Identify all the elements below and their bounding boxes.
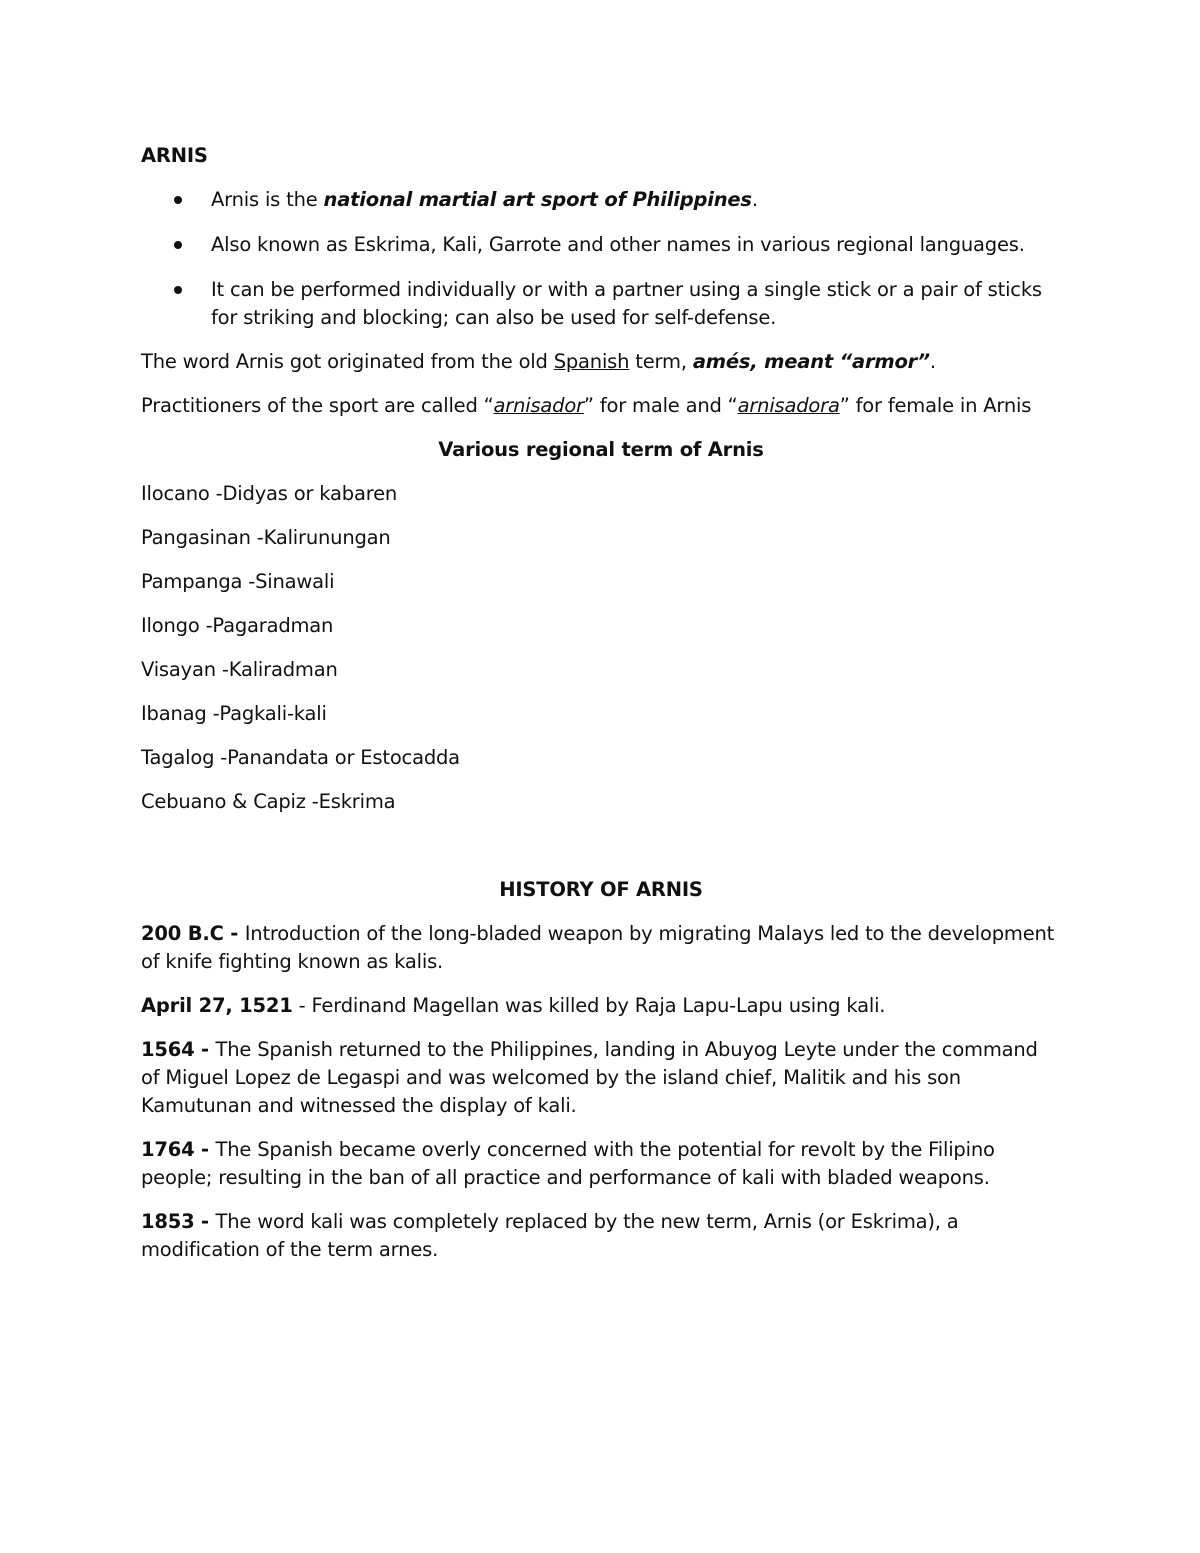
regional-heading: Various regional term of Arnis: [438, 438, 764, 461]
origin-paragraph: [141, 348, 1061, 376]
document-page: [141, 142, 1061, 1280]
origin-text-end: .: [929, 350, 936, 373]
history-text: - Ferdinand Magellan was killed by Raja Lapu-Lapu using kali.: [292, 994, 886, 1017]
origin-text-mid: term,: [629, 350, 693, 373]
practitioners-text-end: ” for female in Arnis: [839, 394, 1032, 417]
male-term: arnisador: [493, 394, 584, 417]
history-text: The word kali was completely replaced by the new term, Arnis (or Eskrima), a modification of the term arnes.: [141, 1210, 959, 1261]
history-year: 1564 -: [141, 1038, 216, 1061]
bullet-text: Arnis is the: [211, 188, 324, 211]
origin-emphasis: amés, meant “armor”: [692, 350, 930, 373]
practitioners-paragraph: [141, 392, 1061, 420]
bullet-text: Also known as Eskrima, Kali, Garrote and other names in various regional languages.: [211, 233, 1025, 256]
regional-term: Tagalog -Panandata or Estocadda: [141, 746, 460, 769]
history-entry: [141, 992, 1061, 1020]
page-title: ARNIS: [141, 144, 208, 167]
history-entry: [141, 1036, 1061, 1120]
practitioners-text: Practitioners of the sport are called “: [141, 394, 494, 417]
history-entry: [141, 1208, 1061, 1264]
practitioners-text-mid: ” for male and “: [583, 394, 738, 417]
female-term: arnisadora: [737, 394, 840, 417]
history-list: [141, 920, 1061, 1264]
history-heading: HISTORY OF ARNIS: [499, 878, 703, 901]
history-entry: [141, 920, 1061, 976]
history-text: Introduction of the long-bladed weapon by migrating Malays led to the development of knife fighting known as kalis.: [141, 922, 1055, 973]
regional-term: Pampanga -Sinawali: [141, 570, 335, 593]
regional-term: Ibanag -Pagkali-kali: [141, 702, 327, 725]
bullet-icon: [174, 286, 182, 294]
history-entry: [141, 1136, 1061, 1192]
regional-term: Pangasinan -Kalirunungan: [141, 526, 391, 549]
bullet-item: [141, 231, 1061, 259]
history-year: April 27, 1521: [141, 994, 293, 1017]
bullet-icon: [174, 196, 182, 204]
regional-term: Ilocano -Didyas or kabaren: [141, 482, 398, 505]
bullet-text-end: .: [751, 188, 758, 211]
bullet-item: [141, 276, 1061, 332]
regional-term: Ilongo -Pagaradman: [141, 614, 334, 637]
regional-term: Cebuano & Capiz -Eskrima: [141, 790, 396, 813]
origin-text: The word Arnis got originated from the old: [141, 350, 554, 373]
bullet-emphasis: national martial art sport of Philippines: [323, 188, 752, 211]
history-year: 1764 -: [141, 1138, 216, 1161]
bullet-text: It can be performed individually or with a partner using a single stick or a pair of sticks for striking and blocking; can also be used for self-defense.: [211, 278, 1042, 329]
bullet-item: [141, 186, 1061, 214]
history-text: The Spanish returned to the Philippines, landing in Abuyog Leyte under the command of Miguel Lopez de Legaspi and was welcomed by the island chief, Malitik and his son Kamutunan and witnessed the display of kali.: [141, 1038, 1038, 1117]
regional-term-list: [141, 480, 1061, 816]
history-text: The Spanish became overly concerned with the potential for revolt by the Filipino people; resulting in the ban of all practice and performance of kali with bladed weapons.: [141, 1138, 995, 1189]
history-year: 200 B.C -: [141, 922, 245, 945]
bullet-icon: [174, 241, 182, 249]
spanish-term: Spanish: [553, 350, 630, 373]
intro-bullet-list: [141, 186, 1061, 332]
regional-term: Visayan -Kaliradman: [141, 658, 338, 681]
history-year: 1853 -: [141, 1210, 216, 1233]
